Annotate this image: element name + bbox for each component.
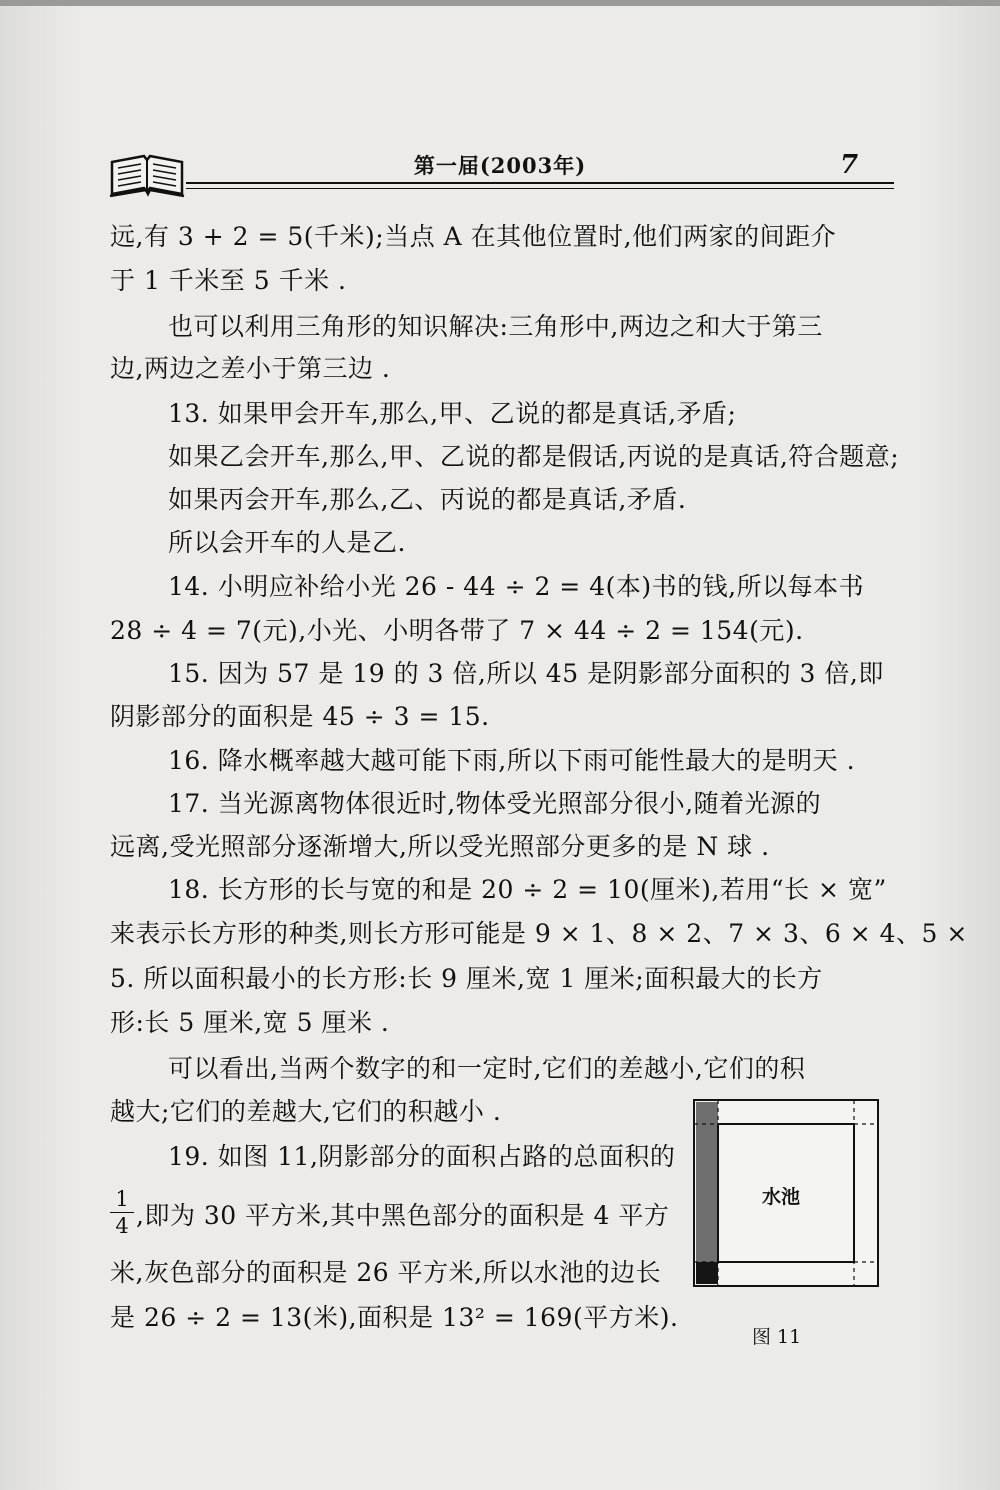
running-header-title: 第一届(2003年) <box>413 153 587 178</box>
text-line: 米,灰色部分的面积是 26 平方米,所以水池的边长 <box>110 1258 662 1287</box>
answer-19: 19. 如图 11,阴影部分的面积占路的总面积的 <box>168 1142 676 1171</box>
text-line: 也可以利用三角形的知识解决:三角形中,两边之和大于第三 <box>168 312 823 341</box>
gray-road-area <box>696 1102 718 1262</box>
answer-15: 15. 因为 57 是 19 的 3 倍,所以 45 是阴影部分面积的 3 倍,即 <box>168 659 884 688</box>
fraction-one-quarter <box>110 1187 134 1238</box>
page-top-edge <box>0 0 1000 6</box>
text-line: 来表示长方形的种类,则长方形可能是 9 × 1、8 × 2、7 × 3、6 × 4、5 × <box>110 919 968 948</box>
text-line: 远,有 3 + 2 = 5(千米);当点 A 在其他位置时,他们两家的间距介 <box>110 222 837 251</box>
text-line: 边,两边之差小于第三边 . <box>110 354 391 383</box>
answer-16: 16. 降水概率越大越可能下雨,所以下雨可能性最大的是明天 . <box>168 746 856 775</box>
page-number: 7 <box>840 150 859 180</box>
answer-17: 17. 当光源离物体很近时,物体受光照部分很小,随着光源的 <box>168 789 822 818</box>
fraction-bar <box>110 1212 134 1213</box>
answer-13: 13. 如果甲会开车,那么,甲、乙说的都是真话,矛盾; <box>168 399 737 428</box>
text-line: 越大;它们的差越大,它们的积越小 . <box>110 1097 502 1126</box>
figure-caption: 图 11 <box>752 1326 802 1348</box>
text-line: 如果乙会开车,那么,甲、乙说的都是假话,丙说的是真话,符合题意; <box>168 442 900 471</box>
text-line: 远离,受光照部分逐渐增大,所以受光照部分更多的是 N 球 . <box>110 832 770 861</box>
text-line: 于 1 千米至 5 千米 . <box>110 266 347 295</box>
text-line: 如果丙会开车,那么,乙、丙说的都是真话,矛盾. <box>168 485 687 514</box>
answer-18: 18. 长方形的长与宽的和是 20 ÷ 2 = 10(厘米),若用“长 × 宽” <box>168 875 887 904</box>
text-line: 阴影部分的面积是 45 ÷ 3 = 15. <box>110 702 490 731</box>
text-line: 5. 所以面积最小的长方形:长 9 厘米,宽 1 厘米;面积最大的长方 <box>110 964 823 993</box>
pool-label: 水池 <box>762 1186 801 1208</box>
text-line: ,即为 30 平方米,其中黑色部分的面积是 4 平方 <box>136 1201 670 1230</box>
fraction-denominator: 4 <box>115 1214 129 1238</box>
text-line: 是 26 ÷ 2 = 13(米),面积是 13² = 169(平方米). <box>110 1303 679 1332</box>
fraction-numerator: 1 <box>115 1187 129 1211</box>
text-line: 所以会开车的人是乙. <box>168 528 406 557</box>
header-rule-thin <box>186 188 894 189</box>
text-line: 形:长 5 厘米,宽 5 厘米 . <box>110 1008 390 1037</box>
answer-14: 14. 小明应补给小光 26 - 44 ÷ 2 = 4(本)书的钱,所以每本书 <box>168 572 865 601</box>
header-rule-thick <box>186 182 894 184</box>
black-corner-area <box>696 1262 718 1284</box>
text-line: 可以看出,当两个数字的和一定时,它们的差越小,它们的积 <box>168 1054 806 1083</box>
text-line: 28 ÷ 4 = 7(元),小光、小明各带了 7 × 44 ÷ 2 = 154(元). <box>110 616 804 645</box>
